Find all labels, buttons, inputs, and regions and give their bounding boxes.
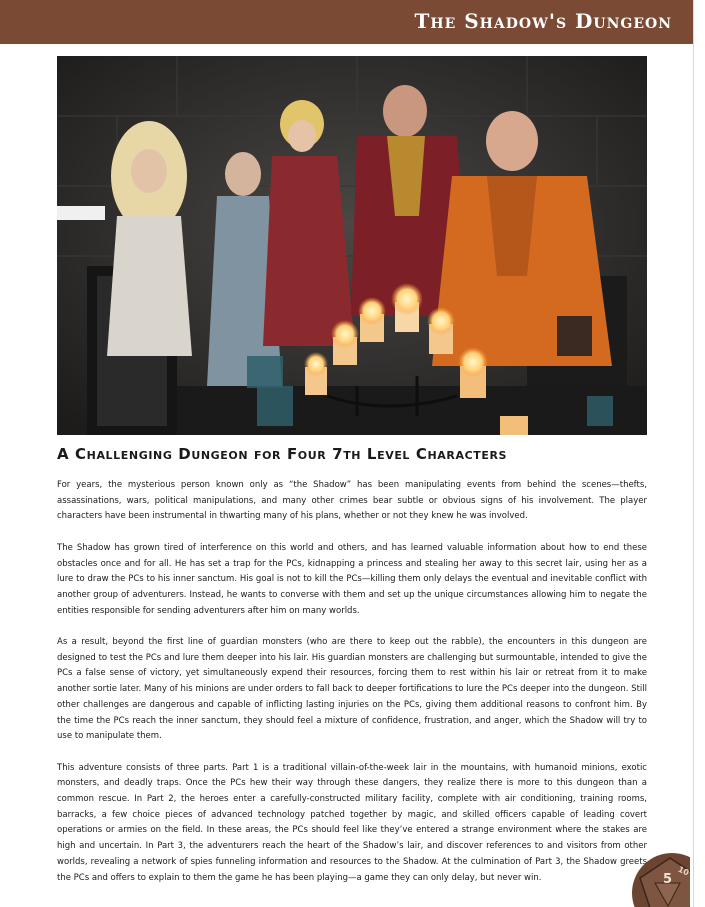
adventurer-party-photo [57, 56, 647, 435]
d20-dice-icon [630, 848, 690, 907]
header-bar [0, 0, 694, 44]
page-edge [693, 0, 705, 907]
section-title: A Challenging Dungeon for Four 7th Level Characters [57, 445, 508, 463]
photo-illustration [57, 56, 647, 435]
paragraph: For years, the mysterious person known only as “the Shadow” has been manipulating events from behind the scenes—thefts, assassinations, wars, political manipulations, and many other crimes bear subtle or obvious signs of his involvement. The player characters have been instrumental in thwarting many of his plans, whether or not they knew he was involved. [57, 480, 647, 522]
paragraph: As a result, beyond the first line of guardian monsters (who are there to keep out the rabble), the encounters in this dungeon are designed to test the PCs and lure them deeper into his lair. His guardian monsters are challenging but surmountable, intended to give the PCs a false sense of victory, yet simultaneously expend their resources, forcing them to rest within his lair or retreat from it to make another sortie later. Many of his minions are under orders to fall back to deeper fortifications to lure the PCs deeper into the dungeon. Still other challenges are dangerous and capable of inflicting lasting injuries on the PCs, giving them additional reasons to confront him. By the time the PCs reach the inner sanctum, they should feel a mixture of confidence, frustration, and anger, which the Shadow will try to use to manipulate them. [57, 637, 648, 742]
dice-face-value: 10 [676, 864, 690, 878]
page-running-title: The Shadow's Dungeon [414, 9, 672, 33]
paragraph: The Shadow has grown tired of interference on this world and others, and has learned valuable information about how to end these obstacles once and for all. He has set a trap for the PCs, kidnapping a princess and stealing her away to this secret lair, using her as a lure to draw the PCs to his inner sanctum. His goal is not to kill the PCs—killing them only delays the eventual and inevitable conflict with another group of adventurers. Instead, he wants to converse with them and set up the unique circumstances allowing him to negate the entities responsible for sending adventurers after him on many worlds. [57, 542, 647, 616]
paragraph: This adventure consists of three parts. Part 1 is a traditional villain-of-the-week lair in the mountains, with humanoid minions, exotic monsters, and deadly traps. Once the PCs hew their way through these dangers, they realize there is more to this dungeon than a common rescue. In Part 2, the heroes enter a carefully-constructed military facility, complete with air conditioning, training rooms, barracks, a few choice pieces of advanced technology patched together by magic, and skilled officers capable of leading covert operations or armies on the field. In these areas, the PCs should feel like they’ve entered a strange environment where the stakes are high and uncertain. In Part 3, the adventurers reach the heart of the Shadow’s lair, and discover references to and visitors from other worlds, revealing a network of spies funneling information and resources to the Shadow. At the culmination of Part 3, the Shadow greets the PCs and offers to explain to them the game he has been playing—a game they can only delay, but never win. [57, 762, 647, 883]
dice-face-value: 5 [663, 872, 673, 887]
article-body [57, 478, 647, 902]
